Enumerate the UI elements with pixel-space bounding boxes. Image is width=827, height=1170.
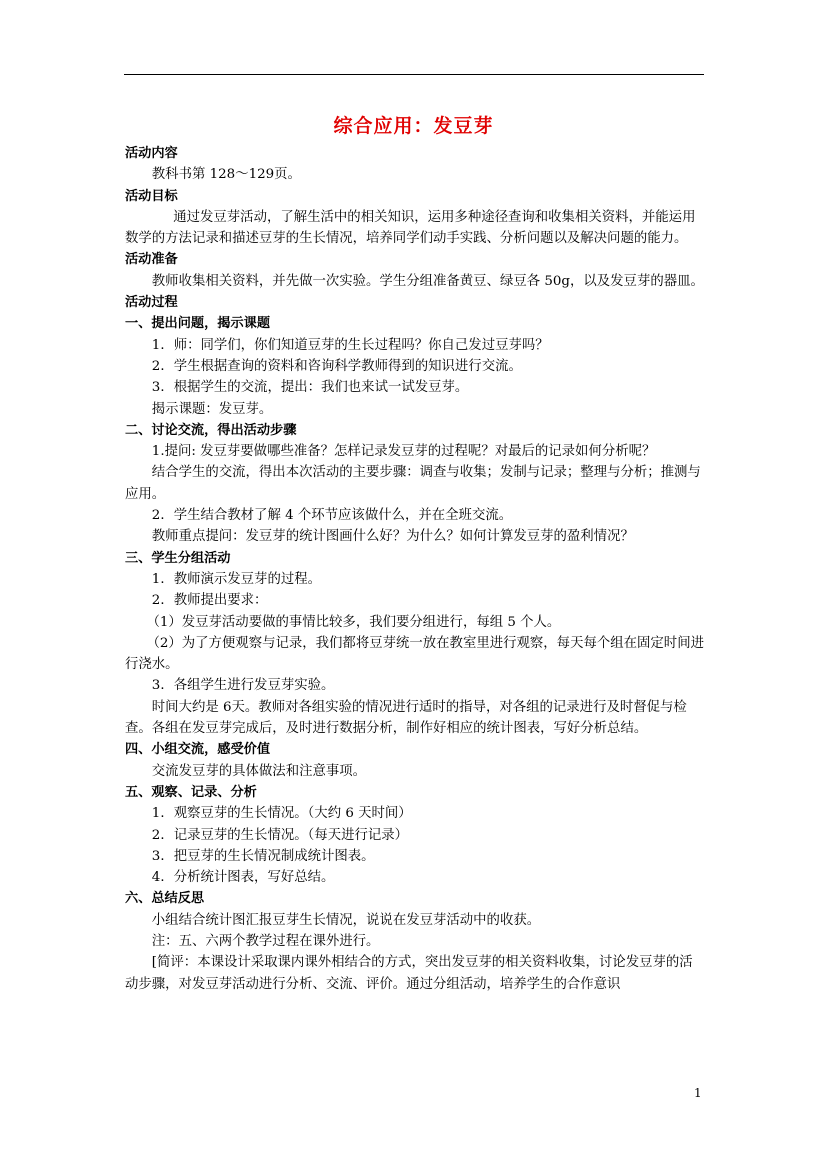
paragraph: 1.提问: 发豆芽要做哪些准备？怎样记录发豆芽的过程呢？对最后的记录如何分析呢？ bbox=[151, 444, 656, 460]
paragraph: 揭示课题：发豆芽。 bbox=[151, 401, 273, 417]
page-number: 1 bbox=[694, 1086, 702, 1100]
section-heading: 活动过程 bbox=[125, 295, 178, 311]
paragraph: 教师收集相关资料，并先做一次实验。学生分组准备黄豆、绿豆各 50g，以及发豆芽的器皿。 bbox=[151, 273, 704, 289]
paragraph: 教科书第 128～129页。 bbox=[151, 167, 301, 183]
section-heading: 二、讨论交流，得出活动步骤 bbox=[125, 422, 297, 438]
section-heading: 活动目标 bbox=[125, 188, 178, 204]
paragraph: 3．各组学生进行发豆芽实验。 bbox=[151, 678, 335, 694]
paragraph: （1）发豆芽活动要做的事情比较多，我们要分组进行，每组 5 个人。 bbox=[146, 614, 561, 630]
paragraph: 2．教师提出要求： bbox=[151, 593, 268, 609]
header-rule bbox=[124, 74, 704, 75]
section-heading: 活动内容 bbox=[125, 146, 178, 161]
section-heading: 六、总结反思 bbox=[125, 891, 205, 907]
paragraph: 时间大约是 6天。教师对各组实验的情况进行适时的指导，对各组的记录进行及时督促与检查。各组在发豆芽完成后，及时进行数据分析，制作好相应的统计图表，写好分析总结。 bbox=[125, 699, 687, 737]
paragraph: （2）为了方便观察与记录，我们都将豆芽统一放在教室里进行观察，每天每个组在固定时间进行浇水。 bbox=[125, 635, 704, 673]
section-heading: 活动准备 bbox=[125, 252, 178, 268]
paragraph: 1．师：同学们，你们知道豆芽的生长过程吗？你自己发过豆芽吗？ bbox=[151, 337, 549, 353]
paragraph: [简评：本课设计采取课内课外相结合的方式，突出发豆芽的相关资料收集，讨论发豆芽的活动步骤，对发豆芽活动进行分析、交流、评价。通过分组活动，培养学生的合作意识 bbox=[125, 955, 693, 992]
paragraph: 2．学生根据查询的资料和咨询科学教师得到的知识进行交流。 bbox=[151, 358, 522, 374]
paragraph: 4．分析统计图表，写好总结。 bbox=[151, 870, 335, 886]
paragraph: 教师重点提问：发豆芽的统计图画什么好？为什么？如何计算发豆芽的盈利情况？ bbox=[151, 529, 634, 545]
section-heading: 四、小组交流，感受价值 bbox=[125, 742, 271, 758]
page-title: 综合应用：发豆芽 bbox=[333, 115, 494, 137]
section-heading: 一、提出问题，揭示课题 bbox=[125, 316, 271, 332]
paragraph: 2．学生结合教材了解 4 个环节应该做什么，并在全班交流。 bbox=[151, 508, 513, 524]
document-body bbox=[125, 143, 705, 995]
paragraph: 3．把豆芽的生长情况制成统计图表。 bbox=[151, 848, 375, 864]
paragraph: 2．记录豆芽的生长情况。（每天进行记录） bbox=[151, 827, 409, 843]
paragraph: 注：五、六两个教学过程在课外进行。 bbox=[151, 933, 380, 949]
section-heading: 三、学生分组活动 bbox=[125, 550, 231, 566]
paragraph: 交流发豆芽的具体做法和注意事项。 bbox=[151, 763, 367, 779]
paragraph: 通过发豆芽活动，了解生活中的相关知识，运用多种途径查询和收集相关资料，并能运用数学的方法记录和描述豆芽的生长情况，培养同学们动手实践、分析问题以及解决问题的能力。 bbox=[125, 209, 696, 247]
paragraph: 3．根据学生的交流，提出：我们也来试一试发豆芽。 bbox=[151, 380, 469, 396]
section-heading: 五、观察、记录、分析 bbox=[125, 784, 257, 800]
paragraph: 1．观察豆芽的生长情况。（大约 6 天时间） bbox=[151, 806, 412, 822]
paragraph: 小组结合统计图汇报豆芽生长情况，说说在发豆芽活动中的收获。 bbox=[151, 912, 541, 928]
paragraph: 1．教师演示发豆芽的过程。 bbox=[151, 571, 322, 587]
paragraph: 结合学生的交流，得出本次活动的主要步骤：调查与收集；发制与记录；整理与分析；推测与应用。 bbox=[125, 465, 701, 502]
